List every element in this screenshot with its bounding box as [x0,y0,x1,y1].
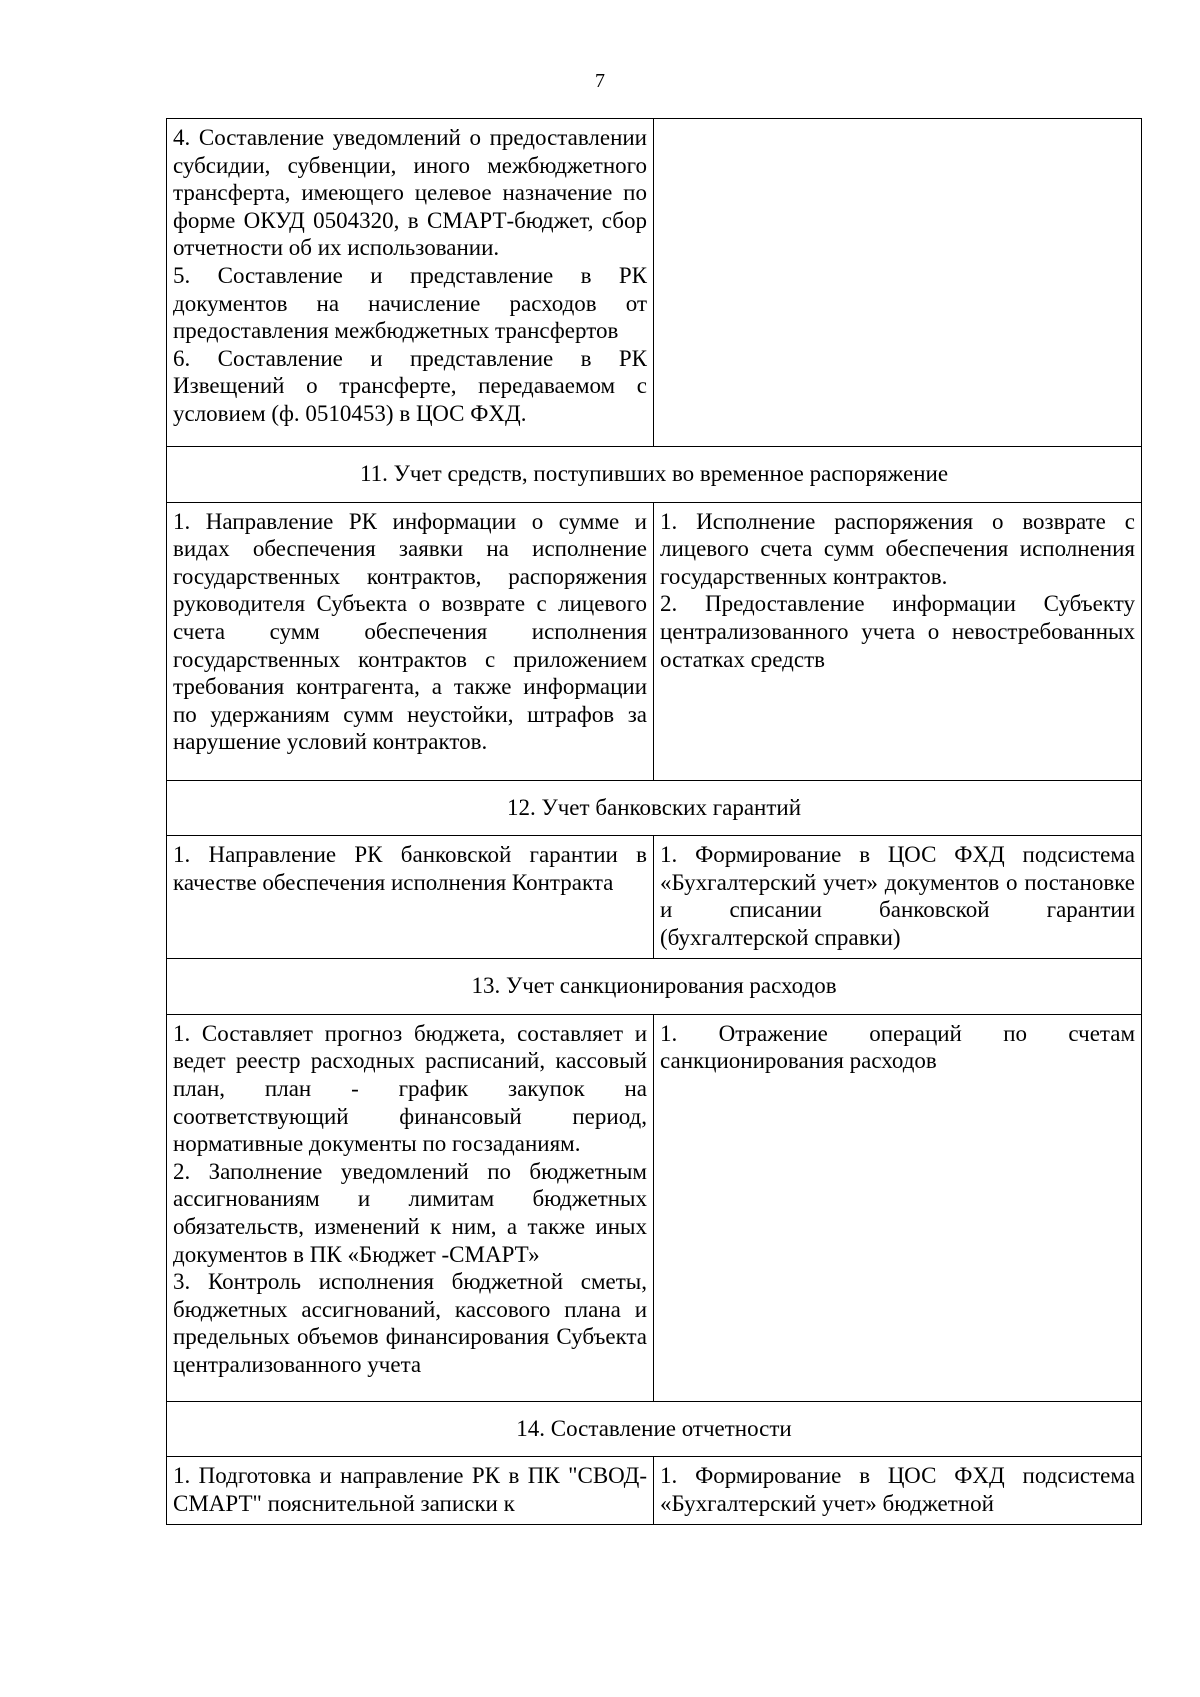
list-item: 1. Направление РК банковской гарантии в качестве обеспечения исполнения Контракта [173,842,647,895]
list-item: 5. Составление и представление в РК документов на начисление расходов от предоставления межбюджетных трансфертов [173,262,647,344]
section-title: 14. Составление отчетности [167,1401,1142,1457]
page-number: 7 [595,70,605,92]
responsibility-table [166,118,1142,1525]
list-item: 1. Отражение операций по счетам санкционирования расходов [660,1020,1135,1074]
list-item: 1. Подготовка и направление РК в ПК "СВОД-СМАРТ" пояснительной записки к [173,1463,647,1516]
list-item: 1. Составляет прогноз бюджета, составляет и ведет реестр расходных расписаний, кассовый план, план - график закупок на соответствующий финансовый период, нормативные документы по госзаданиям. [173,1020,647,1157]
section-header-row [167,447,1142,503]
list-item: 1. Направление РК информации о сумме и видах обеспечения заявки на исполнение государственных контрактов, распоряжения руководителя Субъекта о возврате с лицевого счета сумм обеспечения исполнения государственных контрактов с приложением требования контрагента, а также информации по удержаниям сумм неустойки, штрафов за нарушение условий контрактов. [173,508,647,755]
left-cell [167,1457,654,1524]
table-row [167,836,1142,959]
right-cell [654,1014,1142,1401]
left-cell [167,502,654,780]
list-item: 2. Предоставление информации Субъекту централизованного учета о невостребованных остатках средств [660,591,1135,672]
table-row [167,1014,1142,1401]
table-row [167,1457,1142,1524]
table-row [167,119,1142,447]
list-item: 3. Контроль исполнения бюджетной сметы, бюджетных ассигнований, кассового плана и предельных объемов финансирования Субъекта централизованного учета [173,1269,647,1377]
section-header-row [167,1401,1142,1457]
section-title: 11. Учет средств, поступивших во временное распоряжение [167,447,1142,503]
right-cell [654,119,1142,447]
section-header-row [167,780,1142,836]
right-cell [654,502,1142,780]
table-row [167,502,1142,780]
section-header-row [167,959,1142,1015]
list-item: 2. Заполнение уведомлений по бюджетным ассигнованиям и лимитам бюджетных обязательств, изменений к ним, а также иных документов в ПК «Бюджет -СМАРТ» [173,1158,647,1267]
section-title: 13. Учет санкционирования расходов [167,959,1142,1015]
list-item: 6. Составление и представление в РК Извещений о трансферте, передаваемом с условием (ф. 0510453) в ЦОС ФХД. [173,345,647,426]
right-cell [654,836,1142,959]
list-item: 4. Составление уведомлений о предоставлении субсидии, субвенции, иного межбюджетного трансферта, имеющего целевое назначение по форме ОКУД 0504320, в СМАРТ-бюджет, сбор отчетности об их использовании. [173,125,647,261]
left-cell [167,119,654,447]
right-cell [654,1457,1142,1524]
left-cell [167,1014,654,1401]
left-cell [167,836,654,959]
list-item: 1. Формирование в ЦОС ФХД подсистема «Бухгалтерский учет» бюджетной [660,1463,1135,1516]
list-item: 1. Исполнение распоряжения о возврате с лицевого счета сумм обеспечения исполнения государственных контрактов. [660,508,1135,589]
list-item: 1. Формирование в ЦОС ФХД подсистема «Бухгалтерский учет» документов о постановке и списании банковской гарантии (бухгалтерской справки) [660,842,1135,950]
section-title: 12. Учет банковских гарантий [167,780,1142,836]
